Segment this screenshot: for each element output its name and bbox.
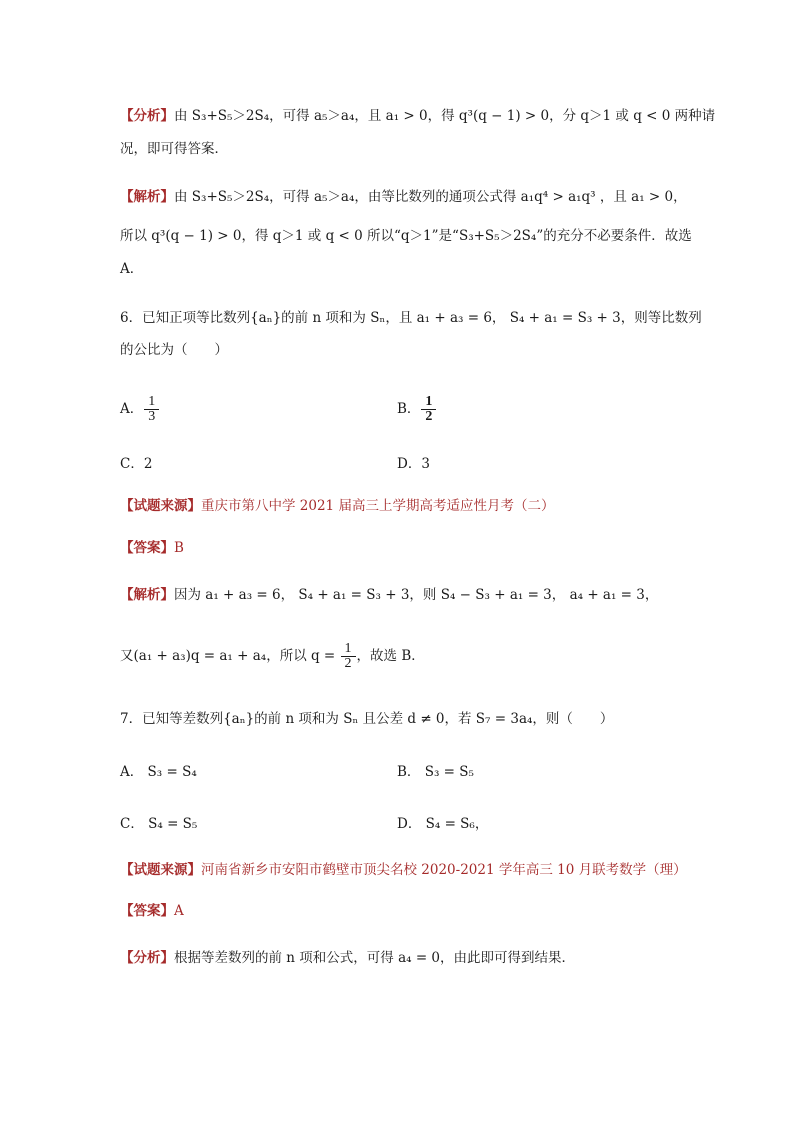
q6-answer: [120, 538, 184, 558]
q6-solution-text-2a: 又(a₁ + a₃)q = a₁ + a₄，所以 q =: [120, 648, 340, 664]
q6-stem-text-1: 6．已知正项等比数列{aₙ}的前 n 项和为 Sₙ，且 a₁ + a₃ = 6， S₄ + a₁ = S₃ + 3，则等比数列: [120, 310, 702, 326]
q6-option-b-label: B．: [397, 401, 421, 417]
q7-analysis: [120, 948, 575, 968]
q7-stem-text: 7．已知等差数列{aₙ}的前 n 项和为 Sₙ 且公差 d ≠ 0，若 S₇ = 3a₄，则（ ）: [120, 711, 614, 727]
q6-option-d-text: D．3: [397, 456, 430, 472]
q7-option-c: [120, 814, 197, 834]
solution-text-2: 所以 q³(q − 1) > 0，得 q＞1 或 q < 0 所以“q＞1”是“S₃+S₅＞2S₄”的充分不必要条件．故选: [120, 228, 692, 244]
q6-option-a: [120, 395, 160, 424]
analysis-tag: 【分析】: [120, 108, 174, 124]
q7-option-b: [397, 762, 474, 782]
q6-source-tag: 【试题来源】: [120, 498, 201, 514]
analysis-text-2: 况，即可得答案．: [120, 141, 228, 157]
analysis-line-2: [120, 139, 228, 159]
q6-solution-text-2b: ，故选 B．: [356, 648, 425, 664]
solution-line-2: [120, 226, 692, 246]
q6-solution-tag: 【解析】: [120, 587, 174, 603]
q6-option-d: [397, 454, 430, 474]
q7-stem: [120, 709, 613, 729]
q7-option-a-text: A． S₃ = S₄: [120, 764, 197, 780]
q6-option-c-text: C．2: [120, 456, 153, 472]
fraction-denominator: 2: [344, 656, 352, 671]
q7-source: [120, 860, 687, 880]
q7-option-b-text: B． S₃ = S₅: [397, 764, 474, 780]
q6-answer-tag: 【答案】: [120, 540, 174, 556]
q6-option-b: [397, 395, 437, 424]
q6-stem-line-1: [120, 308, 702, 328]
q7-analysis-text: 根据等差数列的前 n 项和公式，可得 a₄ = 0，由此即可得到结果．: [174, 950, 576, 966]
q7-answer-value: A: [174, 903, 184, 919]
q6-source-text: 重庆市第八中学 2021 届高三上学期高考适应性月考（二）: [201, 498, 555, 514]
q6-solution-line-1: [120, 585, 658, 605]
analysis-text-1: 由 S₃+S₅＞2S₄，可得 a₅＞a₄，且 a₁ > 0，得 q³(q − 1) > 0，分 q＞1 或 q < 0 两种请: [174, 108, 716, 124]
q6-option-a-fraction: [146, 395, 157, 424]
fraction-denominator: 2: [425, 409, 433, 424]
fraction-numerator: 1: [344, 641, 352, 656]
q6-solution-line-2: [120, 642, 425, 671]
fraction-denominator: 3: [148, 409, 156, 424]
q7-option-d: [397, 814, 488, 834]
solution-text-1: 由 S₃+S₅＞2S₄，可得 a₅＞a₄，由等比数列的通项公式得 a₁q⁴ > a₁q³ ，且 a₁ > 0，: [174, 189, 687, 205]
q7-analysis-tag: 【分析】: [120, 950, 174, 966]
fraction-numerator: 1: [425, 394, 433, 409]
q7-source-tag: 【试题来源】: [120, 862, 201, 878]
analysis-line-1: [120, 106, 715, 126]
q6-option-a-label: A．: [120, 401, 144, 417]
solution-text-3: A．: [120, 261, 144, 277]
q6-stem-line-2: [120, 340, 228, 360]
q6-stem-text-2: 的公比为（ ）: [120, 342, 228, 358]
q6-answer-value: B: [174, 540, 184, 556]
q7-option-c-text: C． S₄ = S₅: [120, 816, 198, 832]
solution-line-1: [120, 187, 687, 207]
q7-option-d-text: D． S₄ = S₆，: [397, 816, 489, 832]
q6-solution-text-1: 因为 a₁ + a₃ = 6， S₄ + a₁ = S₃ + 3，则 S₄ − S₃ + a₁ = 3， a₄ + a₁ = 3，: [174, 587, 659, 603]
q6-source: [120, 496, 554, 516]
q7-source-text: 河南省新乡市安阳市鹤壁市顶尖名校 2020-2021 学年高三 10 月联考数学（理）: [201, 862, 687, 878]
q6-option-c: [120, 454, 152, 474]
q7-option-a: [120, 762, 197, 782]
q6-option-b-fraction: [423, 395, 434, 424]
solution-tag: 【解析】: [120, 189, 174, 205]
fraction-numerator: 1: [148, 394, 156, 409]
solution-line-3: [120, 259, 143, 279]
q6-solution-fraction: [343, 642, 354, 671]
q7-answer-tag: 【答案】: [120, 903, 174, 919]
q7-answer: [120, 901, 184, 921]
